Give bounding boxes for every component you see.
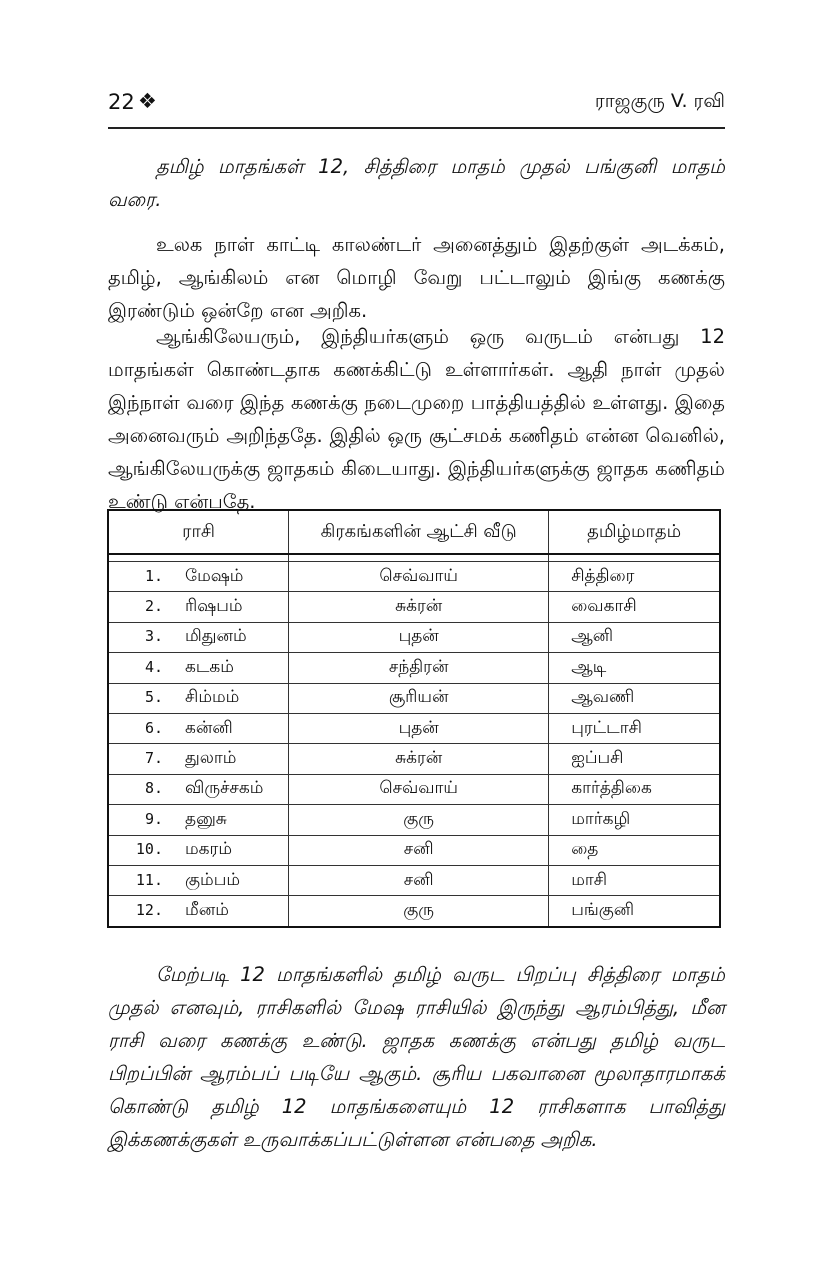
month-cell: தை [549, 835, 720, 865]
planet-cell: சுக்ரன் [289, 592, 549, 622]
col-header-rasi: ராசி [108, 510, 289, 554]
col-header-planet: கிரகங்களின் ஆட்சி வீடு [289, 510, 549, 554]
rasi-cell [108, 744, 289, 774]
planet-cell: புதன் [289, 713, 549, 743]
col-header-month: தமிழ்மாதம் [549, 510, 720, 554]
table-row [108, 562, 720, 592]
rasi-name: ரிஷபம் [185, 596, 243, 617]
table-body [108, 554, 720, 927]
month-cell: பங்குனி [549, 896, 720, 927]
page-header [108, 88, 725, 120]
rasi-name: மீனம் [185, 899, 229, 920]
header-rule [108, 127, 725, 129]
row-number: 5. [144, 688, 163, 707]
table-row [108, 865, 720, 895]
month-cell: மாசி [549, 865, 720, 895]
running-header-author: ராஜகுரு V. ரவி [594, 90, 725, 112]
rasi-name: துலாம் [185, 748, 237, 769]
rasi-cell [108, 592, 289, 622]
row-number: 3. [144, 627, 163, 646]
row-number: 10. [135, 840, 163, 859]
paragraph-1: தமிழ் மாதங்கள் 12, சித்திரை மாதம் முதல் பங்குனி மாதம் வரை. [108, 155, 725, 211]
rasi-cell [108, 835, 289, 865]
ornament-icon: ❖ [138, 89, 157, 113]
row-number: 12. [135, 900, 163, 919]
table-row [108, 805, 720, 835]
row-number: 1. [144, 566, 163, 585]
table-spacer-row [108, 554, 720, 562]
rasi-name: மகரம் [185, 839, 233, 860]
planet-cell: செவ்வாய் [289, 774, 549, 804]
planet-cell: செவ்வாய் [289, 562, 549, 592]
table-row [108, 744, 720, 774]
row-number: 4. [144, 657, 163, 676]
table-row [108, 622, 720, 652]
planet-cell: சுக்ரன் [289, 744, 549, 774]
rasi-cell [108, 774, 289, 804]
planet-cell: குரு [289, 805, 549, 835]
planet-cell: புதன் [289, 622, 549, 652]
rasi-cell [108, 713, 289, 743]
rasi-cell [108, 865, 289, 895]
planet-cell: குரு [289, 896, 549, 927]
rasi-cell [108, 562, 289, 592]
rasi-name: தனுசு [185, 808, 227, 829]
table-row [108, 653, 720, 683]
rasi-name: கன்னி [185, 717, 233, 738]
rasi-name: கும்பம் [185, 869, 241, 890]
row-number: 7. [144, 749, 163, 768]
row-number: 8. [144, 779, 163, 798]
planet-cell: சூரியன் [289, 683, 549, 713]
paragraph-2: உலக நாள் காட்டி காலண்டர் அனைத்தும் இதற்குள் அடக்கம், தமிழ், ஆங்கிலம் என மொழி வேறு பட்டாலும் இங்கு கணக்கு இரண்டும் ஒன்றே என அறிக. [108, 233, 725, 322]
table-row [108, 592, 720, 622]
rasi-cell [108, 683, 289, 713]
rasi-table [107, 509, 721, 928]
table-row [108, 713, 720, 743]
month-cell: ஆடி [549, 653, 720, 683]
rasi-name: கடகம் [185, 656, 234, 677]
rasi-name: விருச்சகம் [185, 778, 264, 799]
rasi-cell [108, 653, 289, 683]
table-row [108, 774, 720, 804]
rasi-name: மேஷம் [185, 565, 244, 586]
page-number: 22 [108, 90, 135, 114]
rasi-name: சிம்மம் [185, 687, 240, 708]
rasi-name: மிதுனம் [185, 626, 247, 647]
planet-cell: சனி [289, 835, 549, 865]
table-header-row [108, 510, 720, 554]
month-cell: ஐப்பசி [549, 744, 720, 774]
rasi-cell [108, 896, 289, 927]
month-cell: வைகாசி [549, 592, 720, 622]
paragraph-3: ஆங்கிலேயரும், இந்தியர்களும் ஒரு வருடம் என்பது 12 மாதங்கள் கொண்டதாக கணக்கிட்டு உள்ளார்கள். ஆதி நாள் முதல் இந்நாள் வரை இந்த கணக்கு நடைமுறை பாத்தியத்தில் உள்ளது. இதை அனைவரும் அறிந்ததே. இதில் ஒரு சூட்சமக் கணிதம் என்ன வெனில், ஆங்கிலேயருக்கு ஜாதகம் கிடையாது. இந்தியர்களுக்கு ஜாதக கணிதம் உண்டு என்பதே. [108, 325, 725, 513]
planet-cell: சனி [289, 865, 549, 895]
planet-cell: சந்திரன் [289, 653, 549, 683]
table-row [108, 835, 720, 865]
month-cell: சித்திரை [549, 562, 720, 592]
row-number: 11. [135, 870, 163, 889]
rasi-cell [108, 622, 289, 652]
paragraph-4: மேற்படி 12 மாதங்களில் தமிழ் வருட பிறப்பு சித்திரை மாதம் முதல் எனவும், ராசிகளில் மேஷ ராசியில் இருந்து ஆரம்பித்து, மீன ராசி வரை கணக்கு உண்டு. ஜாதக கணக்கு என்பது தமிழ் வருட பிறப்பின் ஆரம்பப் படியே ஆகும். சூரிய பகவானை மூலாதாரமாகக் கொண்டு தமிழ் 12 மாதங்களையும் 12 ராசிகளாக பாவித்து இக்கணக்குகள் உருவாக்கப்பட்டுள்ளன என்பதை அறிக. [108, 963, 725, 1151]
row-number: 6. [144, 718, 163, 737]
table-row [108, 683, 720, 713]
month-cell: ஆனி [549, 622, 720, 652]
row-number: 2. [144, 597, 163, 616]
month-cell: மார்கழி [549, 805, 720, 835]
row-number: 9. [144, 809, 163, 828]
month-cell: கார்த்திகை [549, 774, 720, 804]
month-cell: ஆவணி [549, 683, 720, 713]
month-cell: புரட்டாசி [549, 713, 720, 743]
rasi-cell [108, 805, 289, 835]
table-row [108, 896, 720, 927]
